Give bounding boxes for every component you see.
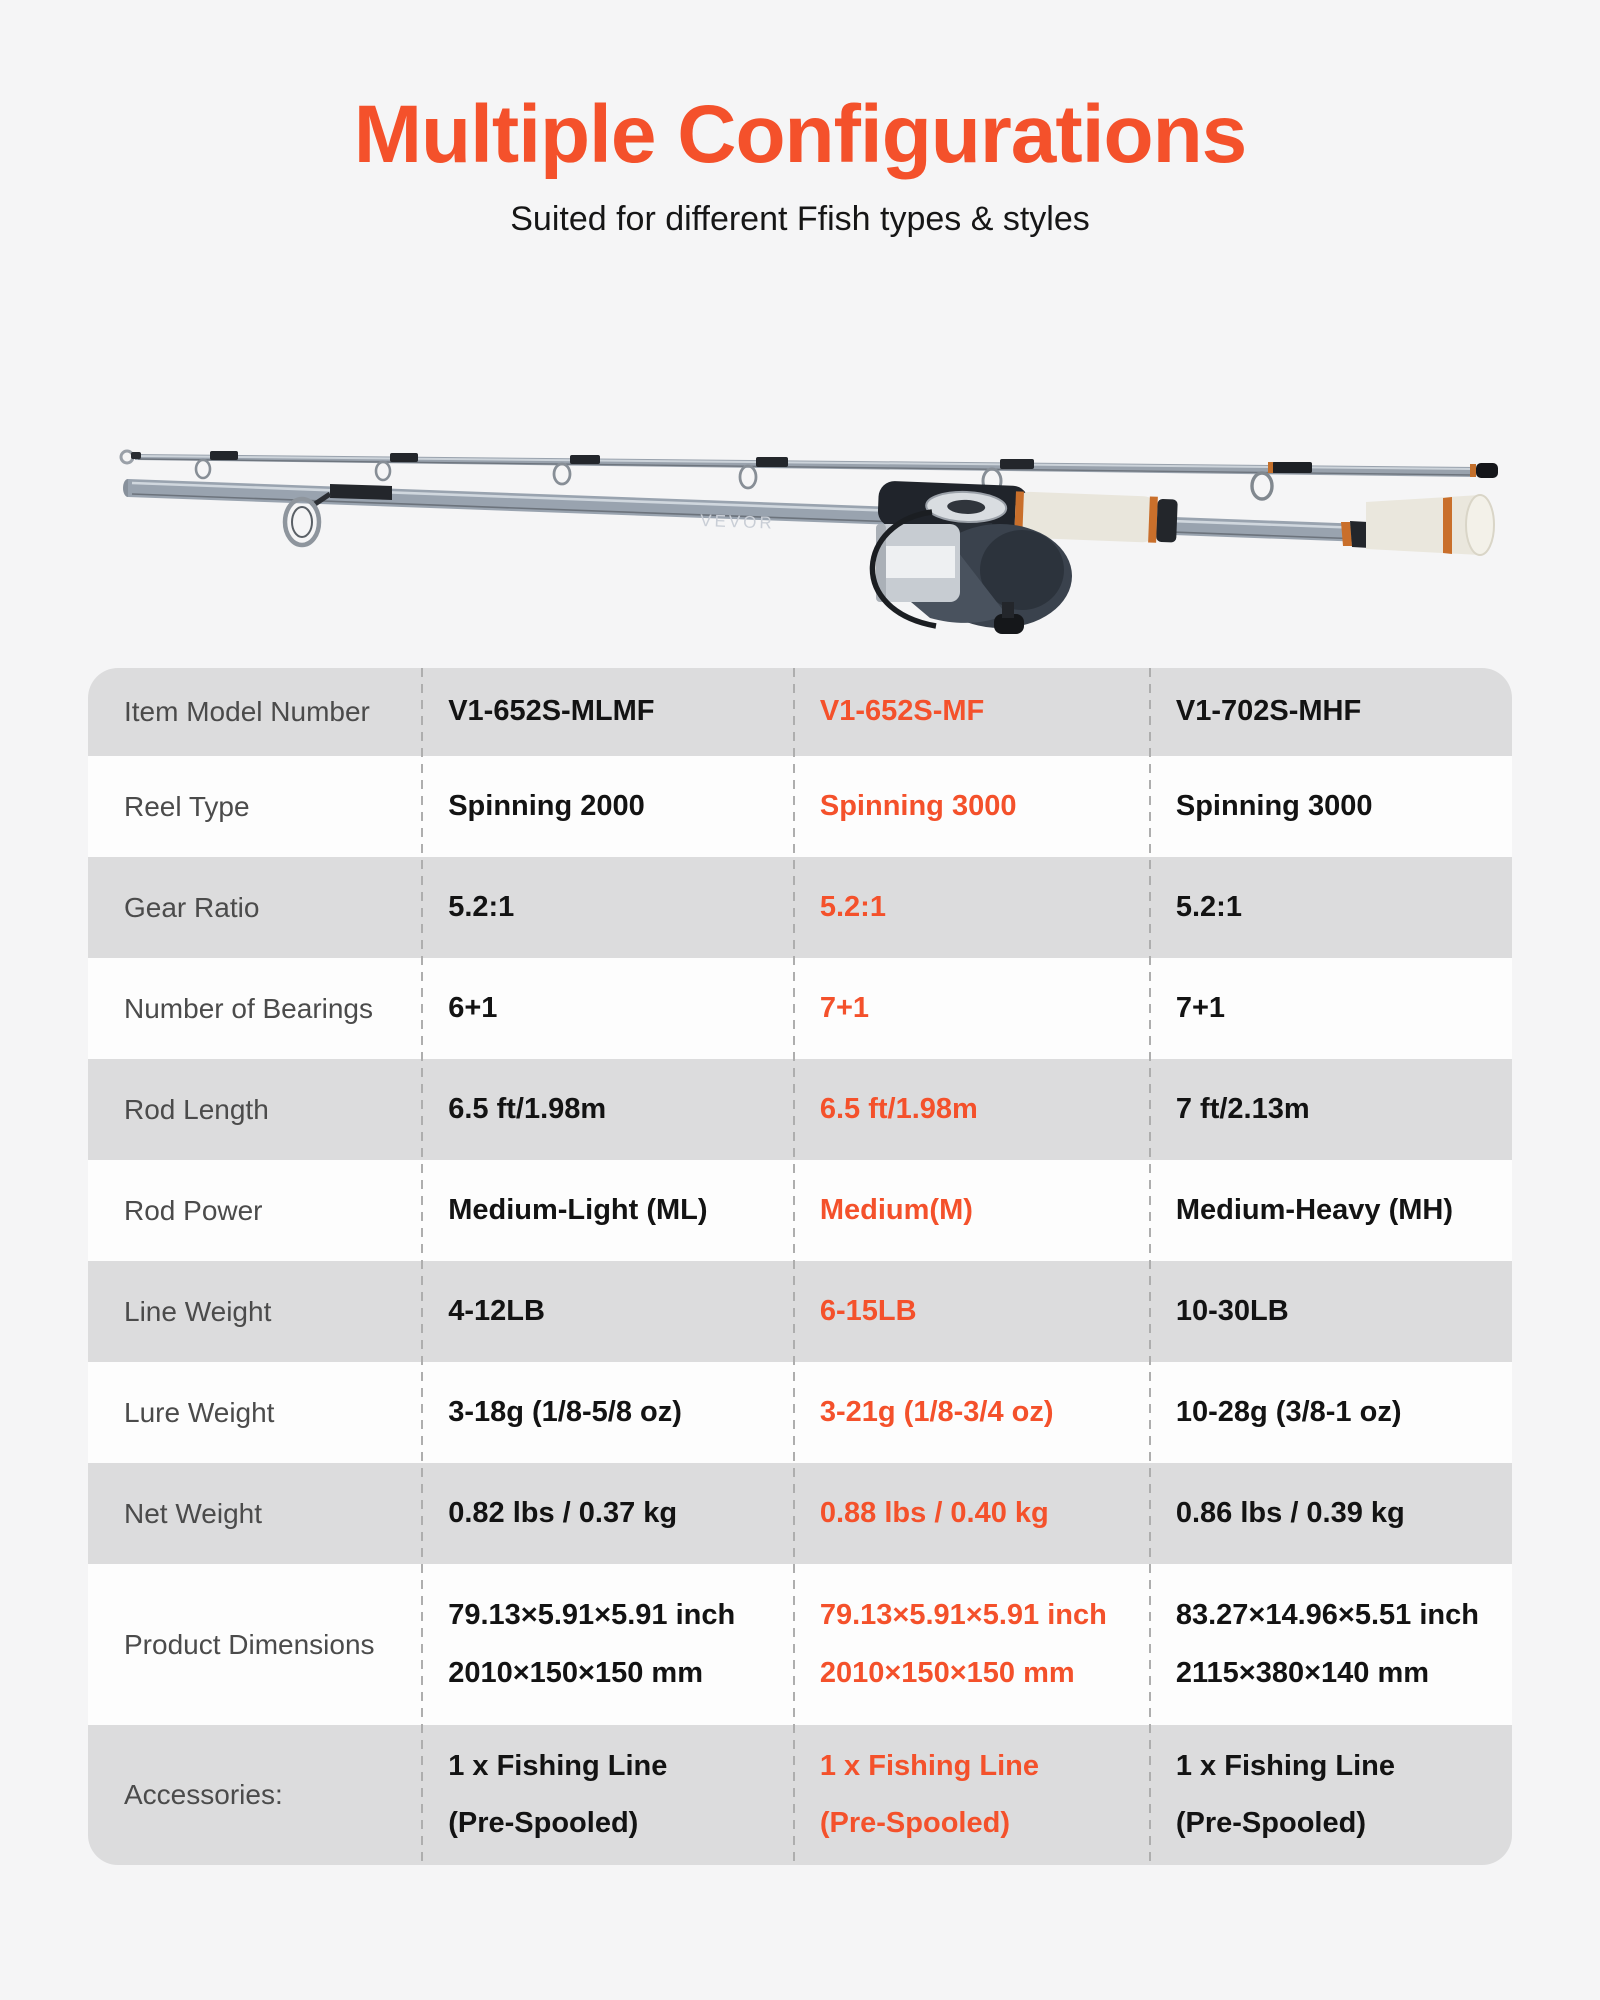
row-value: 0.82 lbs / 0.37 kg — [448, 1496, 678, 1529]
row-value: 1 x Fishing Line (Pre-Spooled) — [1175, 1749, 1396, 1839]
table-row — [88, 1564, 1512, 1725]
spec-table-rows — [88, 668, 1512, 1865]
row-value: 7 ft/2.13m — [1175, 1092, 1310, 1125]
table-row — [88, 1463, 1512, 1564]
row-label: Item Model Number — [124, 696, 370, 727]
rear-grip — [1341, 495, 1494, 555]
butt-orange-ring — [1443, 497, 1452, 554]
row-value: 1 x Fishing Line (Pre-Spooled) — [819, 1749, 1040, 1839]
row-value: V1-702S-MHF — [1175, 695, 1362, 728]
row-value: 4-12LB — [448, 1294, 545, 1327]
tip-orange-ring — [1470, 464, 1476, 477]
header — [0, 0, 1600, 239]
row-value: 1 x Fishing Line (Pre-Spooled) — [448, 1749, 668, 1839]
table-row — [88, 668, 1512, 756]
row-value: 5.2:1 — [819, 890, 886, 923]
spec-table — [88, 668, 1512, 1865]
tip-end-cap — [1476, 463, 1498, 478]
rod-brand-print: VEVOR — [699, 511, 776, 533]
row-label: Net Weight — [124, 1497, 262, 1529]
page-title: Multiple Configurations — [353, 89, 1247, 180]
row-value: 7+1 — [819, 991, 870, 1024]
row-value: 5.2:1 — [1175, 890, 1242, 923]
tip-wrap — [131, 452, 141, 459]
row-label: Gear Ratio — [124, 891, 260, 923]
row-value: 6-15LB — [819, 1294, 917, 1327]
reel-handle-stem — [1002, 602, 1014, 618]
row-value: 10-30LB — [1175, 1294, 1289, 1327]
page-subtitle: Suited for different Ffish types & styles — [510, 200, 1090, 239]
butt-end-cap — [1466, 495, 1494, 555]
table-row — [88, 1261, 1512, 1362]
row-value: 7+1 — [1175, 991, 1226, 1024]
row-value: 0.88 lbs / 0.40 kg — [819, 1496, 1049, 1529]
row-label: Rod Power — [124, 1194, 263, 1226]
reel-line — [881, 546, 955, 578]
row-value: 83.27×14.96×5.51 inch 2115×380×140 mm — [1175, 1599, 1479, 1689]
row-value: 3-18g (1/8-5/8 oz) — [448, 1395, 682, 1428]
row-value: 10-28g (3/8-1 oz) — [1175, 1395, 1402, 1428]
row-value: V1-652S-MF — [819, 695, 985, 728]
row-label: Reel Type — [124, 790, 250, 822]
table-row — [88, 958, 1512, 1059]
row-value: Spinning 3000 — [819, 789, 1017, 822]
row-value: Medium(M) — [819, 1193, 973, 1226]
row-value: 6.5 ft/1.98m — [819, 1092, 978, 1125]
row-label: Line Weight — [124, 1295, 272, 1327]
table-row — [88, 1362, 1512, 1463]
product-photo — [0, 318, 1600, 650]
table-row — [88, 1725, 1512, 1865]
table-row — [88, 857, 1512, 958]
row-value: V1-652S-MLMF — [448, 695, 655, 728]
row-value: 79.13×5.91×5.91 inch 2010×150×150 mm — [819, 1599, 1107, 1689]
row-value: 6.5 ft/1.98m — [448, 1092, 607, 1125]
row-value: Spinning 3000 — [1175, 789, 1373, 822]
table-row — [88, 756, 1512, 857]
row-value: Medium-Light (ML) — [448, 1193, 708, 1226]
row-value: 79.13×5.91×5.91 inch 2010×150×150 mm — [448, 1599, 736, 1689]
row-value: Spinning 2000 — [448, 789, 645, 822]
row-label: Product Dimensions — [124, 1628, 375, 1660]
row-label: Rod Length — [124, 1093, 269, 1125]
row-value: 5.2:1 — [448, 890, 515, 923]
row-value: 0.86 lbs / 0.39 kg — [1175, 1496, 1405, 1529]
row-label: Lure Weight — [124, 1396, 275, 1428]
table-row — [88, 1059, 1512, 1160]
row-value: 6+1 — [448, 991, 498, 1024]
row-value: Medium-Heavy (MH) — [1175, 1193, 1454, 1226]
butt-grip — [1366, 495, 1480, 555]
row-label: Accessories: — [124, 1779, 283, 1810]
row-label: Number of Bearings — [124, 992, 374, 1024]
fishing-rod-illustration — [0, 318, 1600, 650]
row-value: 3-21g (1/8-3/4 oz) — [819, 1395, 1054, 1428]
table-row — [88, 1160, 1512, 1261]
